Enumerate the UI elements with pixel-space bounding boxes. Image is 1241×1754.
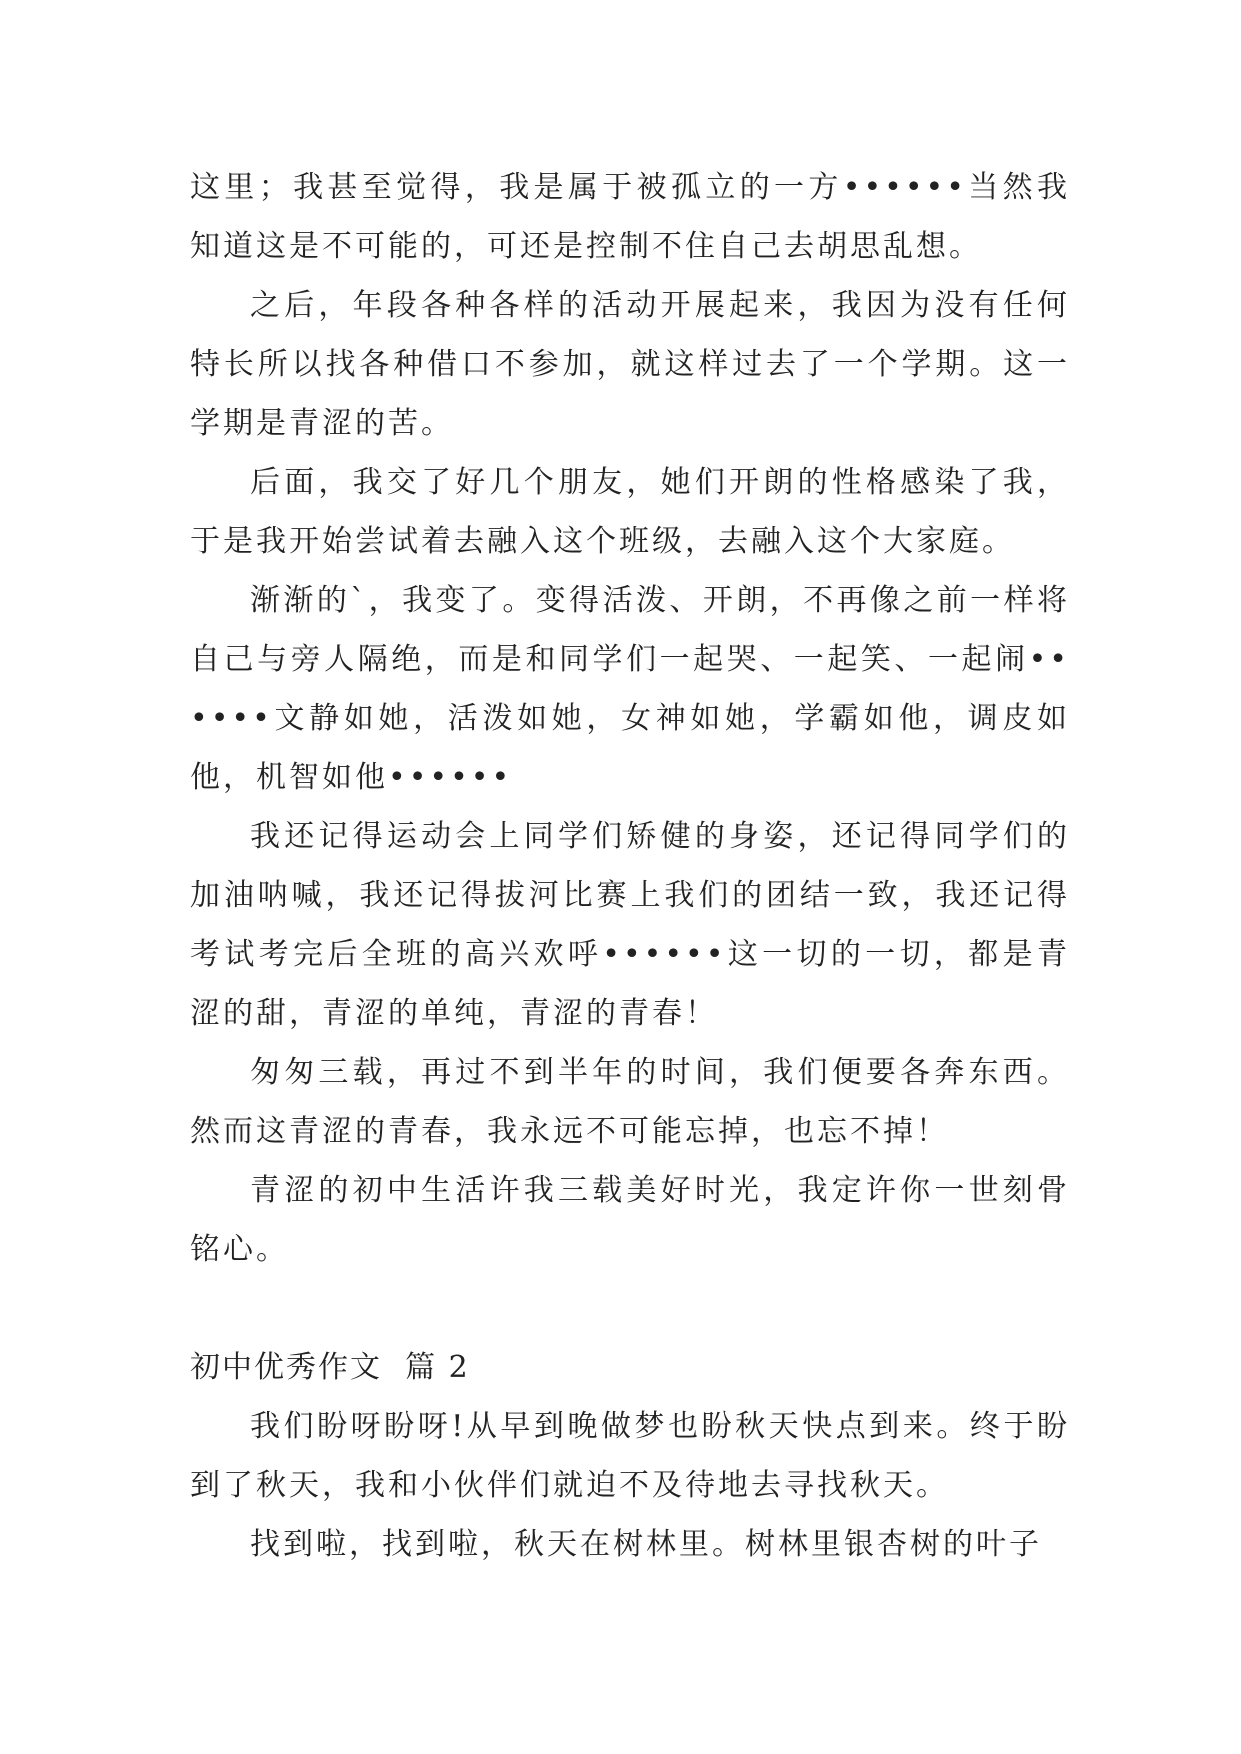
paragraph: 之后，年段各种各样的活动开展起来，我因为没有任何特长所以找各种借口不参加，就这样过去了一个学期。这一学期是青涩的苦。	[190, 288, 1070, 441]
paragraph: 我们盼呀盼呀!从早到晚做梦也盼秋天快点到来。终于盼到了秋天，我和小伙伴们就迫不及待地去寻找秋天。	[190, 1409, 1070, 1503]
paragraph: 匆匆三载，再过不到半年的时间，我们便要各奔东西。然而这青涩的青春，我永远不可能忘掉，也忘不掉！	[190, 1055, 1070, 1149]
document-body	[190, 158, 1070, 1574]
section-number: 篇 2	[405, 1350, 470, 1385]
section-heading	[190, 1338, 1070, 1397]
section-title: 初中优秀作文	[190, 1350, 382, 1385]
paragraph: 这里；我甚至觉得，我是属于被孤立的一方••••••当然我知道这是不可能的，可还是控制不住自己去胡思乱想。	[190, 170, 1070, 264]
paragraph: 后面，我交了好几个朋友，她们开朗的性格感染了我，于是我开始尝试着去融入这个班级，去融入这个大家庭。	[190, 465, 1070, 559]
paragraph: 渐渐的`，我变了。变得活泼、开朗，不再像之前一样将自己与旁人隔绝，而是和同学们一起哭、一起笑、一起闹••••••文静如她，活泼如她，女神如她，学霸如他，调皮如他，机智如他••••••	[190, 583, 1070, 795]
paragraph: 我还记得运动会上同学们矫健的身姿，还记得同学们的加油呐喊，我还记得拔河比赛上我们的团结一致，我还记得考试考完后全班的高兴欢呼••••••这一切的一切，都是青涩的甜，青涩的单纯，青涩的青春！	[190, 819, 1070, 1031]
paragraph: 青涩的初中生活许我三载美好时光，我定许你一世刻骨铭心。	[190, 1173, 1070, 1267]
paragraph: 找到啦，找到啦，秋天在树林里。树林里银杏树的叶子	[250, 1527, 1042, 1562]
